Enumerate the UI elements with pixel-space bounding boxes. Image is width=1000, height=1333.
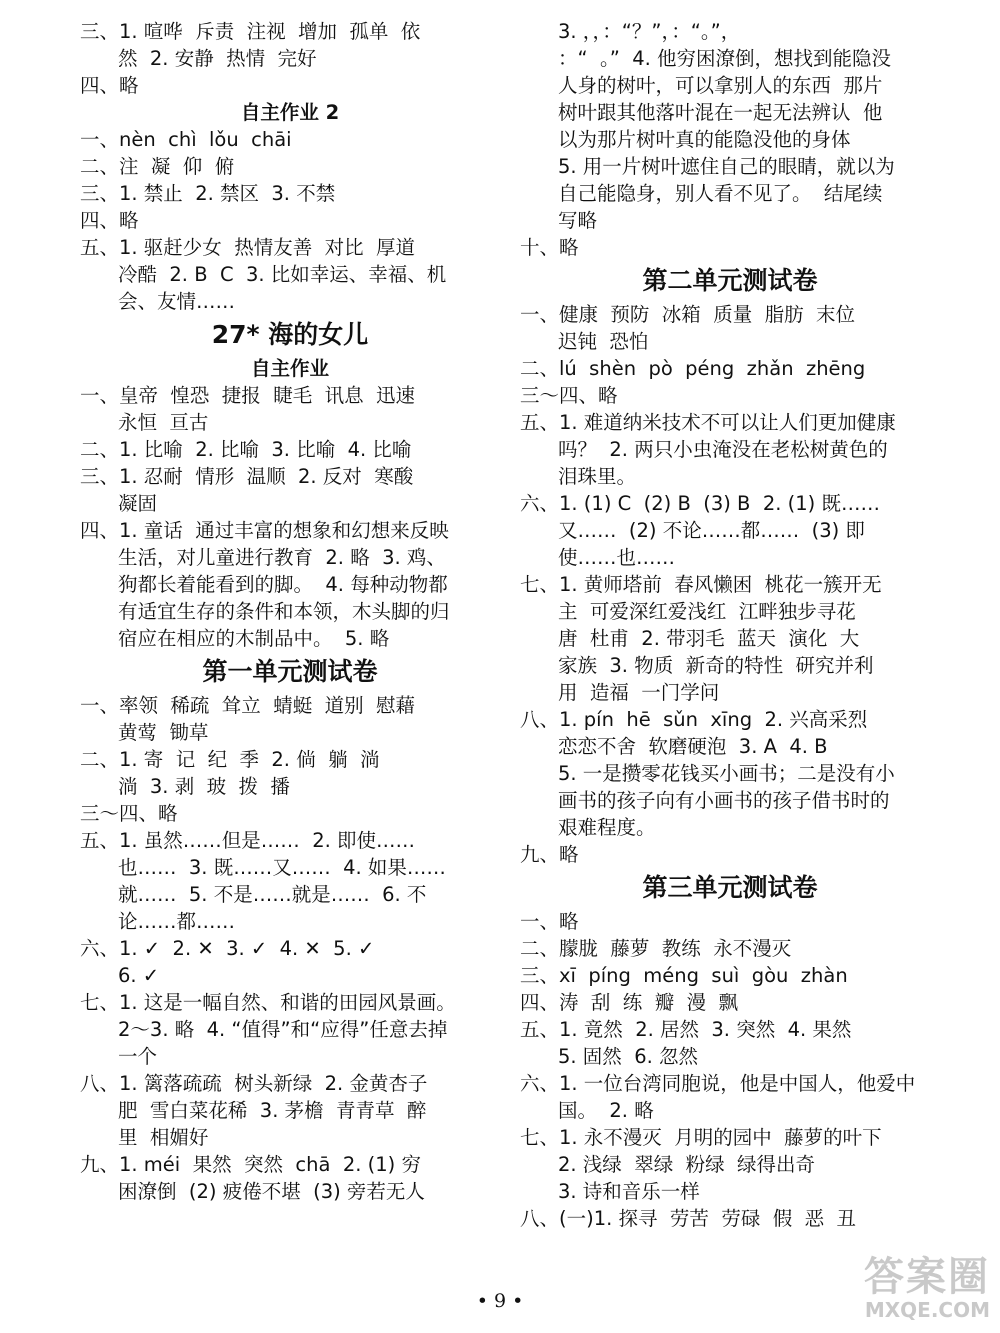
section-subheading: 自主作业 [250,357,329,380]
watermark [864,1255,990,1321]
answer-line-continued: 狗都长着能看到的脚。 4. 每种动物都 [118,573,448,596]
answer-line-continued: 国。 2. 略 [558,1099,654,1122]
answer-line-continued: 2～3. 略 4. “值得”和“应得”任意去掉 [118,1018,448,1041]
answer-line-continued: 人身的树叶，可以拿别人的东西 那片 [558,74,883,97]
answer-line: 四、1. 童话 通过丰富的想象和幻想来反映 [80,519,449,542]
answer-line-continued: 6. ✓ [118,964,160,987]
answer-line: 二、朦胧 藤萝 教练 永不漫灭 [520,937,792,960]
answer-line-continued: 吗？ 2. 两只小虫淹没在老松树黄色的 [558,438,888,461]
answer-line-continued: 也…… 3. 既……又…… 4. 如果…… [118,856,446,879]
answer-line-continued: 自己能隐身，别人看不见了。 结尾续 [558,182,883,205]
answer-line-continued: 树叶跟其他落叶混在一起无法辨认 他 [558,101,883,124]
answer-line-continued: 迟钝 恐怕 [558,330,649,353]
section-subheading: 自主作业 2 [240,101,340,124]
answer-line: 一、皇帝 惶恐 捷报 睫毛 讯息 迅速 [80,384,415,407]
answer-line: 二、1. 寄 记 纪 季 2. 倘 躺 淌 [80,748,380,771]
right-column [520,18,940,1232]
answer-line: 十、略 [520,236,579,259]
answer-line-continued: 使……也…… [558,546,676,569]
answer-line-continued: 就…… 5. 不是……就是…… 6. 不 [118,883,427,906]
answer-line: 五、1. 难道纳米技术不可以让人们更加健康 [520,411,896,434]
answer-line-continued: 用 造福 一门学问 [558,681,720,704]
answer-line: 六、1. (1) C (2) B (3) B 2. (1) 既…… [520,492,880,515]
answer-line-continued: 画书的孩子向有小画书的孩子借书时的 [558,789,890,812]
answer-line-continued: 主 可爱深红爱浅红 江畔独步寻花 [558,600,856,623]
answer-line-continued: 3. ，，：“？”，：“。”， [558,20,741,43]
section-heading: 27* 海的女儿 [211,320,369,349]
answer-line-continued: 肥 雪白菜花稀 3. 茅檐 青青草 醉 [118,1099,427,1122]
answer-line: 二、lú shèn pò péng zhǎn zhēng [520,357,866,380]
answer-line: 一、nèn chì lǒu chāi [80,128,292,151]
answer-line-continued: 论……都…… [118,910,236,933]
watermark-url: MXQE.COM [864,1298,990,1322]
answer-line: 六、1. 一位台湾同胞说，他是中国人，他爱中 [520,1072,916,1095]
section-heading: 第一单元测试卷 [202,657,378,686]
answer-line: 七、1. 这是一幅自然、和谐的田园风景画。 [80,991,456,1014]
answer-line: 三～四、略 [520,384,618,407]
answer-line: 三、1. 禁止 2. 禁区 3. 不禁 [80,182,336,205]
answer-line-continued: 黄莺 锄草 [118,721,209,744]
answer-line: 六、1. ✓ 2. ✕ 3. ✓ 4. ✕ 5. ✓ [80,937,375,960]
answer-line-continued: 家族 3. 物质 新奇的特性 研究并利 [558,654,874,677]
answer-line-continued: 恋恋不舍 软磨硬泡 3. A 4. B [558,735,828,758]
answer-line-continued: 一个 [118,1045,158,1068]
answer-line: 二、注 凝 仰 俯 [80,155,235,178]
section-heading: 第二单元测试卷 [642,266,818,295]
answer-line: 三、xī píng méng suì gòu zhàn [520,964,848,987]
answer-line-continued: 写略 [558,209,598,232]
answer-line: 一、健康 预防 冰箱 质量 脂肪 末位 [520,303,855,326]
answer-line: 三～四、略 [80,802,178,825]
answer-line-continued: 泪珠里。 [558,465,637,488]
answer-line-continued: 5. 用一片树叶遮住自己的眼睛，就以为 [558,155,895,178]
answer-line-continued: 3. 诗和音乐一样 [558,1180,700,1203]
answer-line: 一、率领 稀疏 耸立 蜻蜓 道别 慰藉 [80,694,415,717]
answer-line-continued: 然 2. 安静 热情 完好 [118,47,317,70]
answer-line-continued: 2. 浅绿 翠绿 粉绿 绿得出奇 [558,1153,815,1176]
answer-line-continued: ：“ 。” 4. 他穷困潦倒，想找到能隐没 [558,47,892,70]
answer-line: 九、1. méi 果然 突然 chā 2. (1) 穷 [80,1153,421,1176]
answer-line: 九、略 [520,843,579,866]
answer-line-continued: 凝固 [118,492,158,515]
answer-line: 三、1. 喧哗 斥责 注视 增加 孤单 依 [80,20,421,43]
answer-line: 八、1. 篱落疏疏 树头新绿 2. 金黄杏子 [80,1072,428,1095]
answer-line: 四、涛 刮 练 瓣 漫 飘 [520,991,738,1014]
answer-line: 四、略 [80,209,139,232]
answer-line-continued: 永恒 亘古 [118,411,209,434]
answer-line: 三、1. 忍耐 情形 温顺 2. 反对 寒酸 [80,465,414,488]
left-column [80,18,500,1205]
answer-line-continued: 5. 固然 6. 忽然 [558,1045,699,1068]
answer-line-continued: 又…… (2) 不论……都…… (3) 即 [558,519,865,542]
answer-line-continued: 淌 3. 剥 玻 拨 播 [118,775,290,798]
answer-line: 二、1. 比喻 2. 比喻 3. 比喻 4. 比喻 [80,438,412,461]
answer-line: 五、1. 虽然……但是…… 2. 即使…… [80,829,416,852]
page-number: • 9 • [476,1290,524,1312]
section-heading: 第三单元测试卷 [642,873,818,902]
answer-line-continued: 有适宜生存的条件和本领，木头脚的归 [118,600,450,623]
answer-line: 七、1. 永不漫灭 月明的园中 藤萝的叶下 [520,1126,882,1149]
answer-line: 五、1. 竟然 2. 居然 3. 突然 4. 果然 [520,1018,852,1041]
answer-line-continued: 唐 杜甫 2. 带羽毛 蓝天 演化 大 [558,627,860,650]
answer-line-continued: 艰难程度。 [558,816,656,839]
answer-line-continued: 宿应在相应的木制品中。 5. 略 [118,627,390,650]
answer-line: 八、1. pín hē sǔn xīng 2. 兴高采烈 [520,708,868,731]
answer-line: 四、略 [80,74,139,97]
answer-line-continued: 里 相媚好 [118,1126,209,1149]
answer-line-continued: 生活，对儿童进行教育 2. 略 3. 鸡、 [118,546,446,569]
answer-line: 五、1. 驱赶少女 热情友善 对比 厚道 [80,236,415,259]
watermark-logo-text: 答案圈 [864,1254,990,1300]
answer-line: 八、(一)1. 探寻 劳苦 劳碌 假 恶 丑 [520,1207,857,1230]
answer-line: 一、略 [520,910,579,933]
answer-line-continued: 会、友情…… [118,290,236,313]
answer-line: 七、1. 黄师塔前 春风懒困 桃花一簇开无 [520,573,882,596]
answer-line-continued: 冷酷 2. B C 3. 比如幸运、幸福、机 [118,263,447,286]
answer-line-continued: 困潦倒 (2) 疲倦不堪 (3) 旁若无人 [118,1180,425,1203]
answer-line-continued: 以为那片树叶真的能隐没他的身体 [558,128,851,151]
answer-line-continued: 5. 一是攒零花钱买小画书；二是没有小 [558,762,895,785]
